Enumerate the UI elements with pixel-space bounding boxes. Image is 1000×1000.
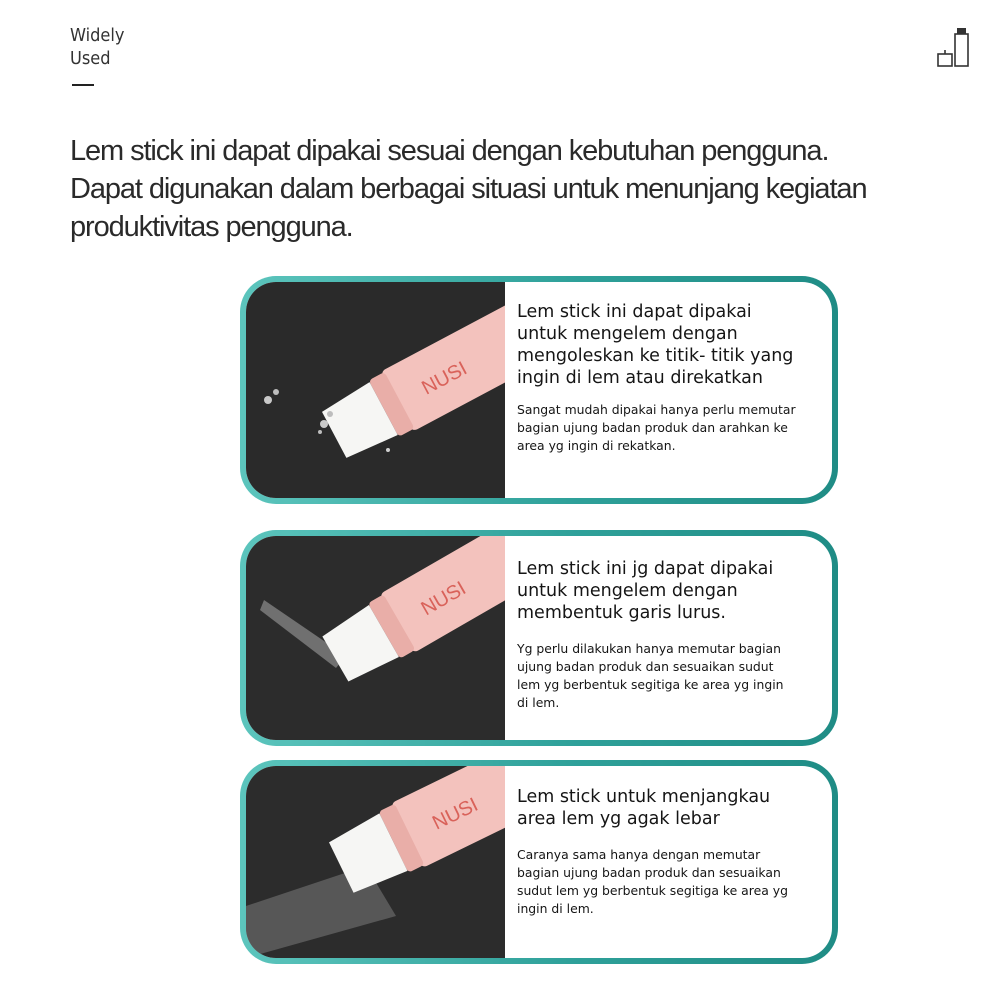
- usage-card-wide: [240, 760, 838, 964]
- section-tag-line1: Widely: [70, 25, 125, 46]
- svg-text:NUSI: NUSI: [429, 793, 482, 835]
- headline-line1: Lem stick ini dapat dipakai sesuai dengan kebutuhan pengguna.: [70, 135, 829, 167]
- card-main-text: Lem stick ini jg dapat dipakai untuk mengelem dengan membentuk garis lurus.: [517, 559, 774, 623]
- usage-card-line: [240, 530, 838, 746]
- product-photo-line: [246, 536, 505, 740]
- bottle-icon: [936, 26, 972, 70]
- headline-line2: Dapat digunakan dalam berbagai situasi untuk menunjang kegiatan: [70, 173, 867, 205]
- headline-line3: produktivitas pengguna.: [70, 211, 353, 243]
- product-photo-wide: [246, 766, 505, 958]
- card-sub-text: Caranya sama hanya dengan memutar bagian ujung badan produk dan sesuaikan sudut lem yg berbentuk segitiga ke area yg ingin di lem.: [517, 847, 788, 916]
- product-photo-dots: [246, 282, 505, 498]
- card-main-text: Lem stick untuk menjangkau area lem yg agak lebar: [517, 787, 771, 829]
- card-sub-text: Sangat mudah dipakai hanya perlu memutar bagian ujung badan produk dan arahkan ke area yg ingin di rekatkan.: [517, 402, 796, 453]
- headline: [70, 132, 950, 246]
- tag-divider: [72, 84, 94, 86]
- section-tag: [70, 24, 124, 70]
- svg-text:NUSI: NUSI: [418, 357, 471, 400]
- usage-card-dots: [240, 276, 838, 504]
- card-main-text: Lem stick ini dapat dipakai untuk mengelem dengan mengoleskan ke titik- titik yang ingin di lem atau direkatkan: [517, 302, 794, 388]
- card-sub-text: Yg perlu dilakukan hanya memutar bagian ujung badan produk dan sesuaikan sudut lem yg berbentuk segitiga ke area yg ingin di lem.: [517, 641, 784, 710]
- svg-text:NUSI: NUSI: [417, 577, 470, 621]
- section-tag-line2: Used: [70, 48, 111, 69]
